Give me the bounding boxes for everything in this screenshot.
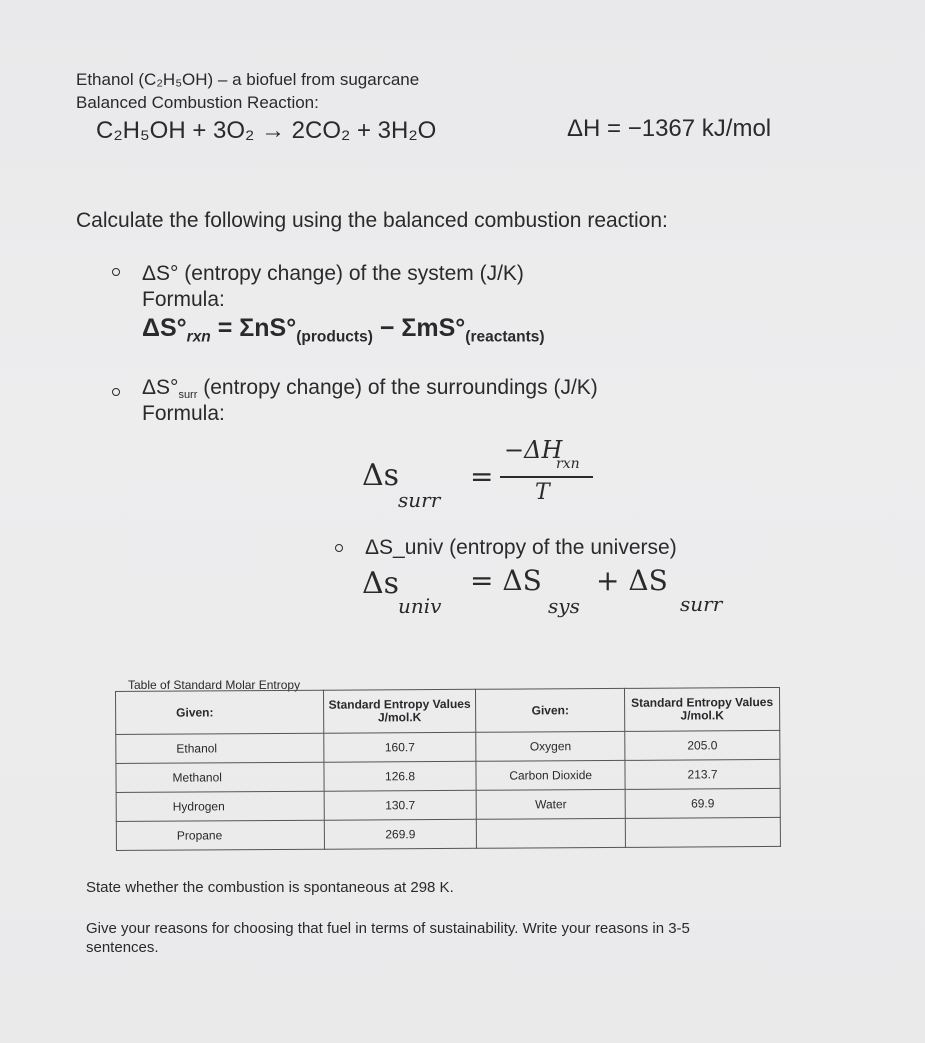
question-sustainability-cont: sentences. [86, 939, 159, 956]
univ-formula-lhs-sub: univ [398, 594, 442, 618]
univ-formula-sys-sub: sys [548, 594, 580, 618]
fraction-bar [500, 476, 593, 478]
table-cell: Hydrogen [116, 791, 324, 821]
univ-formula-surr-sub: surr [680, 592, 723, 616]
entropy-table [115, 687, 781, 851]
header-given: Given: [476, 688, 625, 732]
table-row [116, 817, 780, 850]
surr-formula-denominator: T [535, 480, 550, 505]
question-sustainability: Give your reasons for choosing that fuel in terms of sustainability. Write your reasons in 3-5 [86, 920, 690, 937]
reaction-label: Balanced Combustion Reaction: [76, 93, 319, 112]
table-cell: 126.8 [324, 761, 477, 791]
surr-formula-eq: = [470, 460, 494, 493]
item2-title: $\Delta S^\circ_{surr}$ (entropy change) of the surroundings (J/K) [142, 376, 598, 401]
system-entropy-formula: $\Delta S^\circ_{rxn} = \Sigma nS^\circ_{(products)} - \Sigma mS^\circ_{(reactants)}$ [142, 314, 545, 346]
item1-title: ΔS° (entropy change) of the system (J/K) [142, 262, 524, 285]
bullet-icon [335, 544, 343, 552]
intro-title: Ethanol (C₂H₅OH) – a biofuel from sugarcane [76, 70, 420, 89]
univ-formula-lhs: Δs [362, 566, 400, 601]
table-cell: Carbon Dioxide [476, 760, 625, 790]
table-cell: Methanol [116, 762, 324, 792]
table-cell: Propane [116, 820, 324, 850]
question-spontaneous: State whether the combustion is spontaneous at 298 K. [86, 879, 454, 896]
bullet-icon [112, 268, 120, 276]
table-row [116, 759, 780, 792]
item1-formula-label: Formula: [142, 288, 225, 311]
surr-formula-lhs-sub: surr [398, 488, 441, 512]
table-caption: Table of Standard Molar Entropy [128, 678, 301, 692]
table-header-row [116, 687, 780, 734]
table-cell: 205.0 [625, 730, 780, 760]
table-cell: Ethanol [116, 733, 324, 763]
table-cell: Water [476, 789, 625, 819]
table-cell: Oxygen [476, 731, 625, 761]
table-cell: 69.9 [625, 788, 780, 818]
surr-formula-numerator: −ΔH [504, 436, 563, 464]
header-given: Given: [116, 690, 324, 734]
item3-title: ΔS_univ (entropy of the universe) [365, 536, 677, 559]
table-cell: 213.7 [625, 759, 780, 789]
combustion-equation: C₂H₅OH + 3O₂ → 2CO₂ + 3H₂O [96, 117, 437, 144]
item2-formula-label: Formula: [142, 402, 225, 425]
bullet-icon [112, 388, 120, 396]
table-cell: 160.7 [323, 732, 476, 762]
table-cell [625, 817, 780, 847]
instructions: Calculate the following using the balanced combustion reaction: [76, 209, 668, 232]
table-cell: 130.7 [324, 790, 477, 820]
univ-formula-eq: = ΔS [470, 564, 542, 597]
table-row [116, 788, 780, 821]
table-cell: 269.9 [324, 819, 477, 849]
header-entropy: Standard Entropy Values J/mol.K [323, 689, 476, 733]
univ-formula-plus: + ΔS [596, 564, 668, 597]
header-entropy: Standard Entropy Values J/mol.K [625, 687, 780, 731]
surr-formula-lhs: Δs [362, 458, 400, 493]
table-cell [477, 818, 626, 848]
table-row [116, 730, 780, 763]
enthalpy-value: ΔH = −1367 kJ/mol [567, 115, 772, 142]
surr-formula-numerator-sub: rxn [556, 456, 580, 472]
